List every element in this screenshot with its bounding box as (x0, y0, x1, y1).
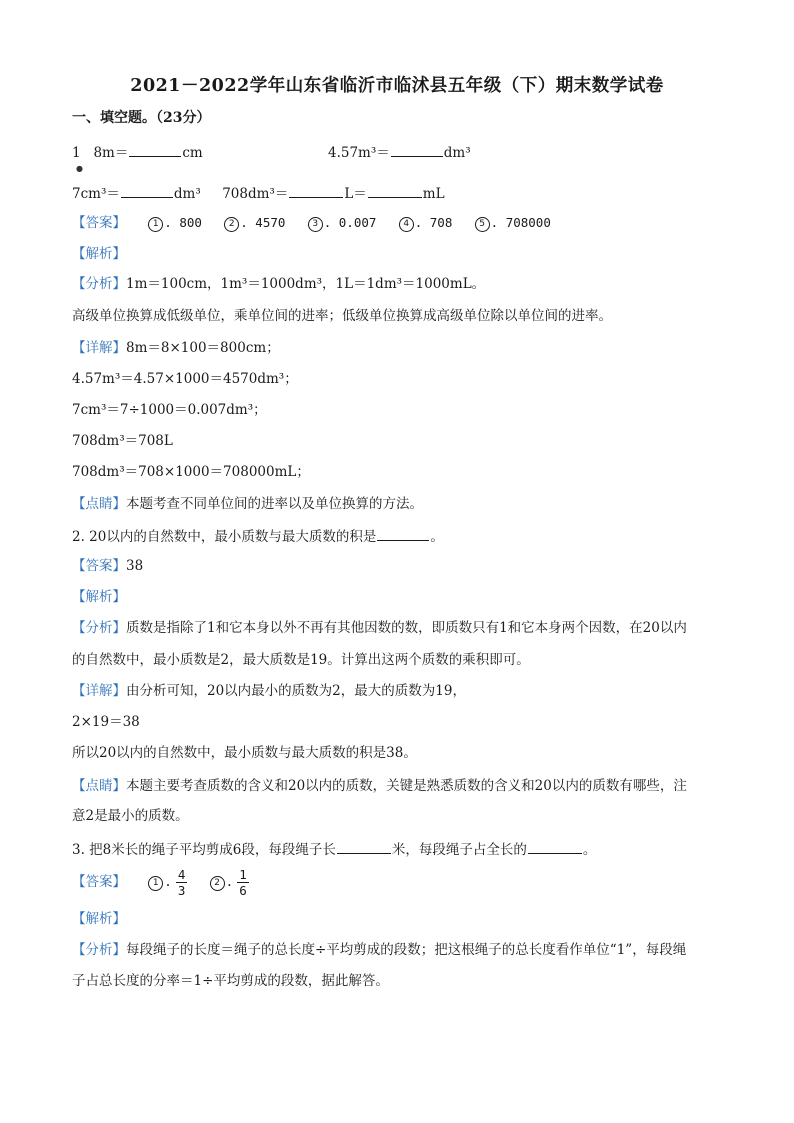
question-2-dianjing (72, 776, 687, 796)
question-3 (72, 838, 596, 860)
question-3-fenxi-2: 子占总长度的分率＝1÷平均剪成的段数，据此解答。 (72, 973, 389, 989)
fenxi-tag: 【分析】 (72, 276, 126, 292)
question-3-end: 。 (582, 842, 597, 858)
analysis-tag: 【解析】 (72, 911, 126, 927)
unit-label: cm (182, 145, 203, 161)
answer-tag: 【答案】 (72, 874, 126, 890)
question-1-dianjing (72, 494, 423, 514)
question-2-end: 。 (430, 529, 444, 545)
dianjing-tag: 【点睛】 (72, 496, 126, 512)
question-1-part-d: 708dm³＝ (222, 186, 289, 202)
dianjing-tag: 【点睛】 (72, 778, 126, 794)
analysis-tag: 【解析】 (72, 246, 126, 262)
question-1-fenxi (72, 274, 485, 294)
question-2-xiangjie (72, 681, 466, 701)
step-line: 708dm³＝708L (72, 433, 173, 449)
question-2-answer (72, 556, 143, 576)
answer-value: 800 (179, 215, 202, 230)
answer-blank[interactable] (337, 838, 391, 854)
question-1-part-b-line (328, 141, 471, 163)
question-1-number: 1 (72, 145, 81, 161)
fraction-answer-1: $\frac{4}{3}$ (177, 867, 186, 898)
question-3-fenxi (72, 940, 686, 960)
circled-number: 2 (210, 876, 225, 891)
question-2-fenxi (72, 618, 687, 638)
question-2-fenxi-2: 的自然数中，最小质数是2，最大质数是19。计算出这两个质数的乘积即可。 (72, 652, 530, 668)
step-line: 4.57m³＝4.57×1000＝4570dm³； (72, 371, 298, 387)
circled-number: 3 (308, 217, 323, 232)
question-2-dianjing-2: 意2是最小的质数。 (72, 808, 189, 824)
question-1-part-c: 7cm³＝ (72, 186, 120, 202)
unit-label: mL (422, 186, 445, 202)
question-1-line-1 (72, 141, 203, 163)
question-1-line-2 (72, 182, 445, 204)
question-2-xiangjie-3: 所以20以内的自然数中，最小质数与最大质数的积是38。 (72, 745, 417, 761)
page-title: 2021－2022学年山东省临沂市临沭县五年级（下）期末数学试卷 (130, 76, 664, 96)
fenxi-text: 1m＝100cm，1m³＝1000dm³，1L＝1dm³＝1000mL。 (126, 276, 486, 292)
question-1-answer: 【答案】 1 . 800 2 . 4570 3 . 0.007 4 . 708 5 . 708000 (72, 215, 551, 231)
answer-blank[interactable] (377, 525, 429, 541)
answer-blank[interactable] (129, 141, 181, 157)
dianjing-text: 本题主要考查质数的含义和20以内的质数，关键是熟悉质数的含义和20以内的质数有哪些，注 (126, 778, 687, 794)
step-line: 708dm³＝708×1000＝708000mL； (72, 464, 310, 480)
circled-number: 2 (224, 217, 239, 232)
unit-label: L＝ (344, 186, 367, 202)
fenxi-tag: 【分析】 (72, 942, 126, 958)
answer-tag: 【答案】 (72, 215, 126, 231)
question-1-part-b: 4.57m³＝ (328, 145, 390, 161)
question-2-xiangjie-2: 2×19＝38 (72, 714, 140, 730)
answer-blank[interactable] (121, 182, 173, 198)
bullet-dot: ● (76, 164, 83, 173)
question-2 (72, 525, 444, 547)
answer-blank[interactable] (368, 182, 422, 198)
question-3-text: 3. 把8米长的绳子平均剪成6段，每段绳子长 (72, 842, 336, 858)
question-1-xiangjie (72, 338, 280, 358)
question-2-text: 2. 20以内的自然数中，最小质数与最大质数的积是 (72, 529, 377, 545)
question-1-part-a: 8m＝ (93, 145, 129, 161)
unit-label: dm³ (173, 186, 201, 202)
question-1-fenxi-2: 高级单位换算成低级单位，乘单位间的进率；低级单位换算成高级单位除以单位间的进率。 (72, 308, 612, 324)
answer-value: 708000 (505, 215, 551, 230)
xiangjie-tag: 【详解】 (72, 683, 126, 699)
analysis-tag: 【解析】 (72, 589, 126, 605)
unit-label: dm³ (443, 145, 471, 161)
answer-blank[interactable] (528, 838, 582, 854)
answer-blank[interactable] (391, 141, 443, 157)
circled-number: 4 (399, 217, 414, 232)
xiangjie-text: 由分析可知，20以内最小的质数为2，最大的质数为19， (126, 683, 466, 699)
circled-number: 1 (148, 876, 163, 891)
answer-value: 0.007 (338, 215, 377, 230)
fenxi-tag: 【分析】 (72, 620, 126, 636)
xiangjie-tag: 【详解】 (72, 340, 126, 356)
answer-value: 708 (429, 215, 453, 230)
step-line: 8m＝8×100＝800cm； (126, 340, 280, 356)
answer-tag: 【答案】 (72, 558, 126, 574)
question-3-answer: 【答案】 1 . $\frac{4}{3}$ 2 . $\frac{1}{6}$ (72, 867, 247, 898)
step-line: 7cm³＝7÷1000＝0.007dm³； (72, 402, 267, 418)
fenxi-text: 质数是指除了1和它本身以外不再有其他因数的数，即质数只有1和它本身两个因数，在20以内 (126, 620, 687, 636)
answer-value: 38 (126, 558, 144, 574)
section-heading-fill-blank: 一、填空题。（23分） (72, 110, 211, 126)
question-3-text-mid: 米，每段绳子占全长的 (391, 842, 527, 858)
answer-blank[interactable] (289, 182, 343, 198)
circled-number: 1 (148, 217, 163, 232)
answer-value: 4570 (255, 215, 286, 230)
dianjing-text: 本题考查不同单位间的进率以及单位换算的方法。 (126, 496, 423, 512)
fraction-answer-2: $\frac{1}{6}$ (239, 867, 247, 898)
fenxi-text: 每段绳子的长度＝绳子的总长度÷平均剪成的段数；把这根绳子的总长度看作单位“1”，每段绳 (126, 942, 687, 958)
circled-number: 5 (475, 217, 490, 232)
